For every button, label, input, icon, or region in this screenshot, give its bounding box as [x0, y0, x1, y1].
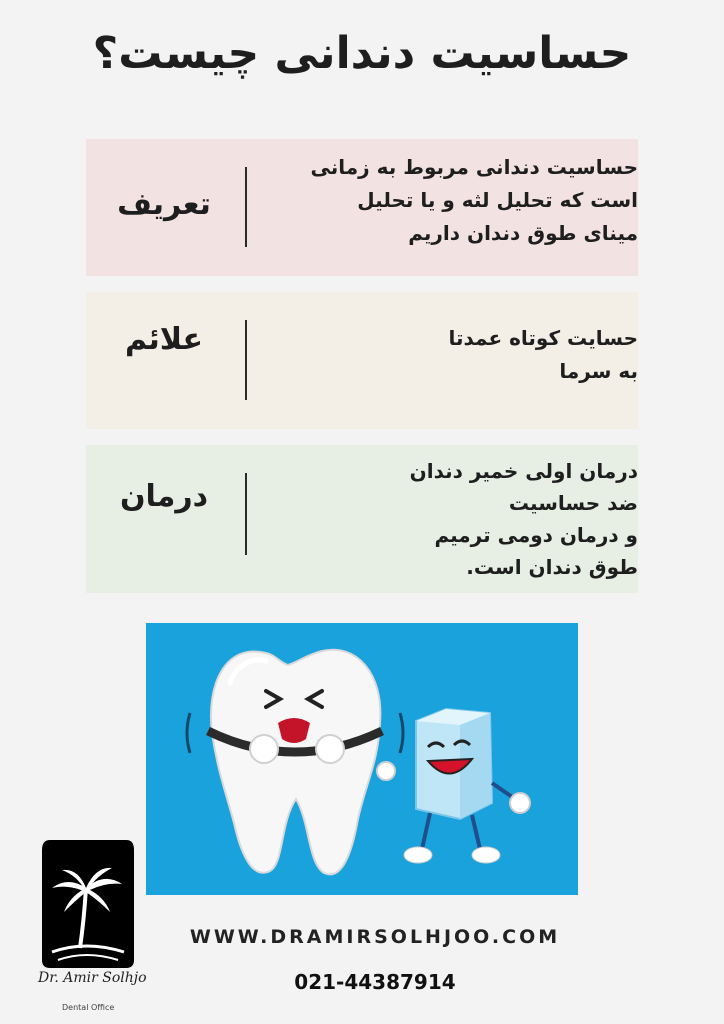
symptoms-label: علائم	[124, 322, 204, 357]
tooth-ice-illustration	[146, 623, 578, 895]
treatment-label: درمان	[119, 479, 209, 514]
symptoms-text: حسایت کوتاه عمدتا به سرما	[448, 326, 638, 383]
definition-card	[86, 139, 638, 276]
sensitive-tooth-icon	[187, 650, 403, 875]
logo-name: Dr. Amir Solhjo	[38, 970, 147, 986]
dental-office-logo	[38, 840, 138, 1024]
symptoms-card	[86, 292, 638, 429]
logo-subtitle: Dental Office	[62, 1003, 115, 1012]
card-divider	[245, 320, 247, 400]
phone-number[interactable]: 021-44387914	[294, 970, 456, 994]
definition-text: حساسیت دندانی مربوط به زمانی است که تحلیل لثه و یا تحلیل مینای طوق دندان داریم	[310, 155, 638, 245]
treatment-card	[86, 445, 638, 593]
card-divider	[245, 167, 247, 247]
website-link[interactable]: WWW.DRAMIRSOLHJOO.COM	[189, 926, 561, 948]
page-title: حساسیت دندانی چیست؟	[92, 28, 632, 79]
treatment-text: درمان اولی خمیر دندان ضد حساسیت و درمان دومی ترمیم طوق دندان است.	[409, 459, 638, 579]
card-divider	[245, 473, 247, 555]
definition-label: تعریف	[117, 187, 211, 222]
ice-cube-icon	[404, 709, 530, 863]
